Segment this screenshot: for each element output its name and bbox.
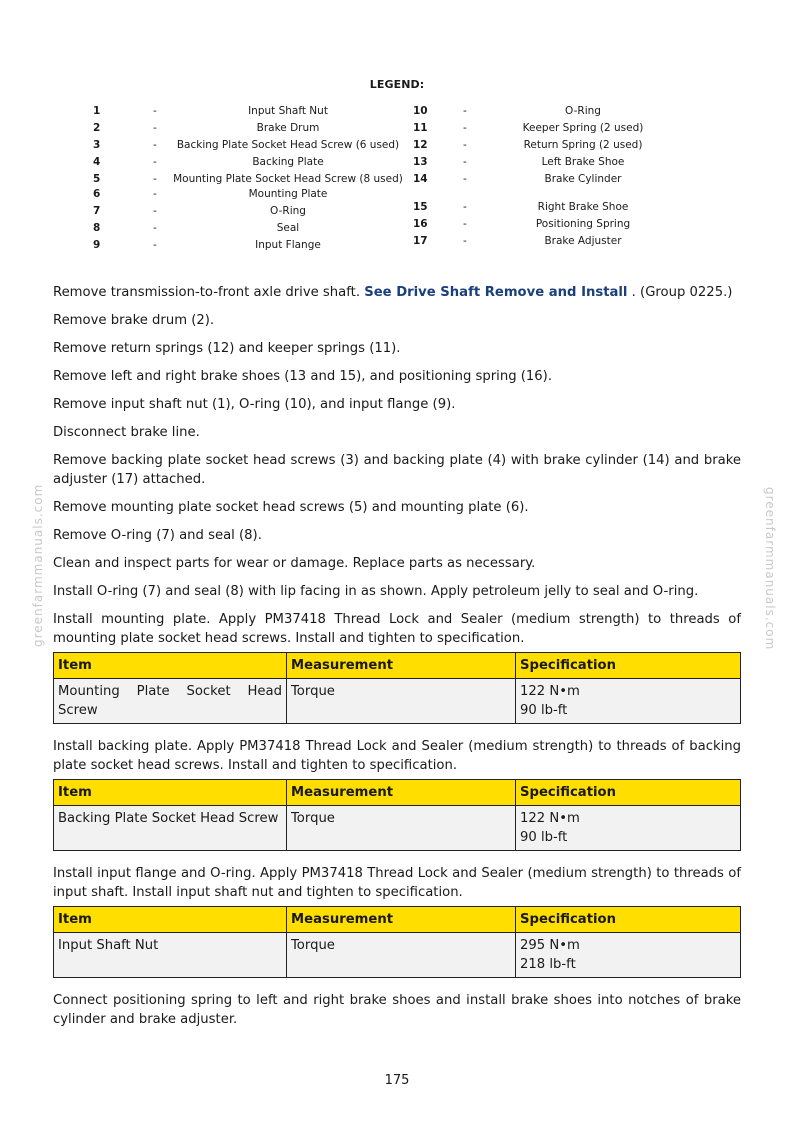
legend-row [413, 122, 743, 135]
step-1-suffix: . (Group 0225.) [627, 285, 733, 300]
legend-number: 16 [413, 218, 428, 230]
step-1-text: Remove transmission-to-front axle drive shaft. [53, 285, 365, 300]
legend-number: 17 [413, 235, 428, 247]
table-row [54, 933, 741, 978]
legend-number: 12 [413, 139, 428, 151]
step-14: Install input flange and O-ring. Apply PM37418 Thread Lock and Sealer (medium strength) to threads of input shaft. Install input shaft nut and tighten to specification. [53, 866, 741, 900]
step-13: Install backing plate. Apply PM37418 Thread Lock and Sealer (medium strength) to threads of backing plate socket head screws. Install and tighten to specification. [53, 739, 741, 773]
legend-row [413, 156, 743, 169]
step-3: Remove return springs (12) and keeper springs (11). [53, 341, 401, 356]
legend-row [413, 105, 743, 118]
legend-description: Return Spring (2 used) [523, 139, 643, 151]
legend-dash: - [153, 222, 157, 234]
legend-dash: - [153, 139, 157, 151]
step-7: Remove backing plate socket head screws (3) and backing plate (4) with brake cylinder (14) and brake adjuster (17) attached. [53, 453, 741, 487]
step-2: Remove brake drum (2). [53, 313, 215, 328]
legend-right-column [413, 105, 743, 252]
header-measurement: Measurement [287, 653, 516, 679]
header-specification: Specification [516, 907, 741, 933]
legend-number: 10 [413, 105, 428, 117]
legend-description: Input Shaft Nut [248, 105, 328, 117]
legend-dash: - [463, 235, 467, 247]
legend-description: O-Ring [565, 105, 601, 117]
legend-dash: - [463, 122, 467, 134]
legend-number: 1 [93, 105, 101, 117]
legend-row [93, 156, 403, 169]
legend-number: 13 [413, 156, 428, 168]
legend-description: O-Ring [270, 205, 306, 217]
legend-dash: - [153, 173, 157, 185]
spec-imperial: 218 lb-ft [520, 957, 576, 972]
legend-row [413, 235, 743, 248]
step-11: Install O-ring (7) and seal (8) with lip facing in as shown. Apply petroleum jelly to seal and O-ring. [53, 584, 699, 599]
legend-number: 2 [93, 122, 101, 134]
cell-measurement: Torque [287, 806, 516, 851]
legend-description: Brake Adjuster [544, 235, 622, 247]
step-12: Install mounting plate. Apply PM37418 Thread Lock and Sealer (medium strength) to threads of mounting plate socket head screws. Install and tighten to specification. [53, 612, 741, 646]
legend-dash: - [463, 218, 467, 230]
legend-dash: - [463, 139, 467, 151]
legend-row [93, 105, 403, 118]
spec-metric: 122 N•m [520, 684, 580, 699]
table-header-row [54, 780, 741, 806]
legend-number: 14 [413, 173, 428, 185]
watermark-left: greenfarmmanuals.com [31, 483, 45, 647]
cell-item: Mounting Plate Socket Head Screw [54, 679, 287, 724]
legend-description: Seal [276, 222, 300, 234]
legend-number: 4 [93, 156, 101, 168]
legend-description: Left Brake Shoe [541, 156, 625, 168]
header-measurement: Measurement [287, 780, 516, 806]
legend-number: 5 [93, 173, 101, 185]
legend-number: 15 [413, 201, 428, 213]
legend-description: Keeper Spring (2 used) [522, 122, 644, 134]
spec-imperial: 90 lb-ft [520, 703, 568, 718]
spec-table-backing-plate [53, 779, 741, 851]
step-4: Remove left and right brake shoes (13 and 15), and positioning spring (16). [53, 369, 553, 384]
legend-dash: - [463, 173, 467, 185]
table-header-row [54, 907, 741, 933]
watermark-right: greenfarmmanuals.com [763, 487, 777, 651]
spec-table-input-shaft-nut [53, 906, 741, 978]
legend-description: Mounting Plate [248, 188, 328, 200]
drive-shaft-link[interactable]: See Drive Shaft Remove and Install [364, 285, 628, 300]
legend-number: 11 [413, 122, 428, 134]
page-number: 175 [384, 1073, 410, 1088]
cell-specification [516, 933, 741, 978]
legend-description: Brake Cylinder [544, 173, 622, 185]
legend-dash: - [153, 156, 157, 168]
legend-row [413, 218, 743, 231]
legend-row [413, 201, 743, 214]
legend-dash: - [153, 188, 157, 200]
legend-dash: - [463, 156, 467, 168]
step-8: Remove mounting plate socket head screws (5) and mounting plate (6). [53, 500, 529, 515]
legend-dash: - [463, 201, 467, 213]
spec-metric: 122 N•m [520, 811, 580, 826]
step-10: Clean and inspect parts for wear or damage. Replace parts as necessary. [53, 556, 536, 571]
legend-row [93, 139, 403, 152]
legend-dash: - [153, 205, 157, 217]
table-header-row [54, 653, 741, 679]
cell-item: Input Shaft Nut [54, 933, 287, 978]
cell-measurement: Torque [287, 933, 516, 978]
legend-number: 7 [93, 205, 101, 217]
step-9: Remove O-ring (7) and seal (8). [53, 528, 262, 543]
legend-dash: - [463, 105, 467, 117]
cell-specification [516, 679, 741, 724]
legend-row [93, 222, 403, 235]
legend-description: Right Brake Shoe [537, 201, 629, 213]
header-item: Item [54, 780, 287, 806]
legend-dash: - [153, 122, 157, 134]
header-measurement: Measurement [287, 907, 516, 933]
legend-row [413, 139, 743, 152]
legend-row [413, 173, 743, 186]
legend-dash: - [153, 239, 157, 251]
legend-dash: - [153, 105, 157, 117]
header-item: Item [54, 653, 287, 679]
procedure-body [53, 283, 741, 1038]
legend-row [93, 122, 403, 135]
legend-description: Brake Drum [256, 122, 320, 134]
legend-row [93, 239, 403, 252]
spec-metric: 295 N•m [520, 938, 580, 953]
legend-number: 9 [93, 239, 101, 251]
spec-table-mounting-plate [53, 652, 741, 724]
legend-number: 6 [93, 188, 101, 200]
legend-row [93, 188, 403, 201]
cell-specification [516, 806, 741, 851]
legend-description: Mounting Plate Socket Head Screw (8 used) [173, 173, 403, 185]
table-row [54, 806, 741, 851]
legend-description: Backing Plate [252, 156, 324, 168]
cell-measurement: Torque [287, 679, 516, 724]
step-5: Remove input shaft nut (1), O-ring (10), and input flange (9). [53, 397, 456, 412]
legend-number: 3 [93, 139, 101, 151]
spec-imperial: 90 lb-ft [520, 830, 568, 845]
legend-number: 8 [93, 222, 101, 234]
header-specification: Specification [516, 653, 741, 679]
step-6: Disconnect brake line. [53, 425, 200, 440]
legend-row [93, 173, 403, 186]
step-1 [53, 283, 741, 302]
legend-title: LEGEND: [369, 78, 425, 91]
legend-description: Positioning Spring [535, 218, 631, 230]
legend-row [93, 205, 403, 218]
header-specification: Specification [516, 780, 741, 806]
table-row [54, 679, 741, 724]
cell-item: Backing Plate Socket Head Screw [54, 806, 287, 851]
legend-description: Backing Plate Socket Head Screw (6 used) [176, 139, 400, 151]
legend-left-column [93, 105, 403, 256]
legend-description: Input Flange [255, 239, 321, 251]
step-15: Connect positioning spring to left and right brake shoes and install brake shoes into notches of brake cylinder and brake adjuster. [53, 993, 741, 1027]
header-item: Item [54, 907, 287, 933]
